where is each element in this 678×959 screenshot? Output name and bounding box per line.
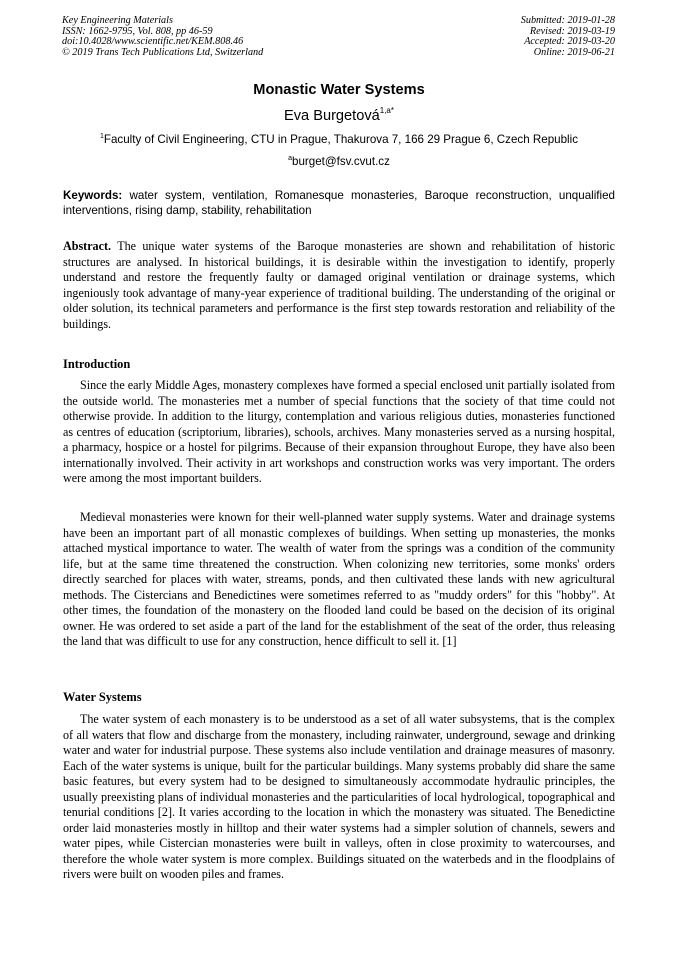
introduction-paragraph-2: Medieval monasteries were known for their well-planned water supply systems. Water and drainage systems have been an important part of all monastic complexes of buildings. When setting up monasteries, the monks attached mystical importance to water. The wealth of water from the springs was a condition of the community life, but at the same time threatened the construction. When colonizing new territories, some monks' orders directly searched for places with water, streams, ponds, and then cultivated these lands with new agricultural methods. The Cistercians and Benedictines were sometimes referred to as "muddy orders" for this "hobby". At other times, the foundation of the monastery on the flooded land could be based on the decision of its original owner. He was ordered to set aside a part of the land for the establishment of the seat of the order, thus releasing the land that was difficult to use for any construction, hence difficult to sell it. [1] [63,510,615,648]
affiliation-marker: 1 [100,133,104,140]
water-systems-paragraph-1: The water system of each monastery is to be understood as a set of all water subsystems, that is the complex of all waters that flow and discharge from the monastery, including rainwater, underground, sewage and drinking water and water for industrial purpose. These systems also include ventilation and drainage measures of masonry. Each of the water systems is unique, built for the particular buildings. Many systems probably did share the same basic features, but every system had to be designed to simultaneously accommodate hydraulic principles, the usually preexisting plans of individual monasteries and the particularities of local hydrological, topographical and tenurial conditions [2]. It varies according to the location in which the monastery was situated. The Benedictine order laid monasteries mostly in hilltop and their water systems had a simpler solution of channels, sewers and water pipes, while Cistercian monasteries were built in valleys, often in close proximity to watercourses, and therefore the whole water system is more complex. Buildings situated on the waterbeds and in the floodplains of rivers were built on wooden piles and frames. [63,712,615,881]
date-accepted: Accepted: 2019-03-20 [524,36,615,48]
abstract-text: The unique water systems of the Baroque monasteries are shown and rehabilitation of historic structures are analysed. In historical buildings, it is desirable within the investigation to identify, properly understand and restore the frequently faulty or damaged original ventilation or drainage systems, which ingeniously took advantage of many-year experience of traditional building. The understanding of the original or older solution, its technical parameters and performance is the first step towards restoration and reliability of the buildings. [63,239,615,331]
date-submitted: Submitted: 2019-01-28 [520,15,615,26]
journal-issn: ISSN: 1662-9795, Vol. 808, pp 46-59 [62,25,213,37]
author-email [0,155,678,168]
publication-dates [521,16,615,58]
author-affiliation-marker: 1,a* [379,106,394,115]
affiliation-text: Faculty of Civil Engineering, CTU in Prague, Thakurova 7, 166 29 Prague 6, Czech Republic [103,133,578,146]
email-marker: a [288,155,292,162]
date-online: Online: 2019-06-21 [533,46,615,58]
date-revised: Revised: 2019-03-19 [529,25,615,37]
abstract-label: Abstract. [63,239,112,253]
introduction-paragraph-1: Since the early Middle Ages, monastery complexes have formed a special enclosed unit partially isolated from the outside world. The monasteries met a number of special functions that the society of that time could not otherwise provide. In addition to the liturgy, contemplation and various religious duties, monasteries functioned as centres of education (scriptorium, libraries), schools, archives. Many monasteries served as a nursing hospital, a pharmacy, hospice or a hostel for pilgrims. Because of their expansion throughout Europe, they have also been internationally involved. Their activity in art workshops and construction works was very important. The orders were among the most important builders. [63,378,615,485]
paper-title: Monastic Water Systems [253,82,425,98]
journal-name: Key Engineering Materials [62,15,173,26]
journal-doi: doi:10.4028/www.scientific.net/KEM.808.46 [62,36,244,48]
section-heading-introduction: Introduction [63,357,131,371]
keywords-text: water system, ventilation, Romanesque monasteries, Baroque reconstruction, unqualified interventions, rising damp, stability, rehabilitation [63,189,615,218]
email-text[interactable]: burget@fsv.cvut.cz [292,155,390,168]
journal-copyright: © 2019 Trans Tech Publications Ltd, Switzerland [62,46,264,58]
abstract-block [63,239,615,332]
section-heading-water-systems: Water Systems [63,690,142,704]
affiliation [0,133,678,146]
journal-info [62,16,263,58]
keywords-label: Keywords: [63,189,123,202]
author [0,106,678,124]
keywords-block [63,188,615,218]
author-name: Eva Burgetová [284,108,380,124]
